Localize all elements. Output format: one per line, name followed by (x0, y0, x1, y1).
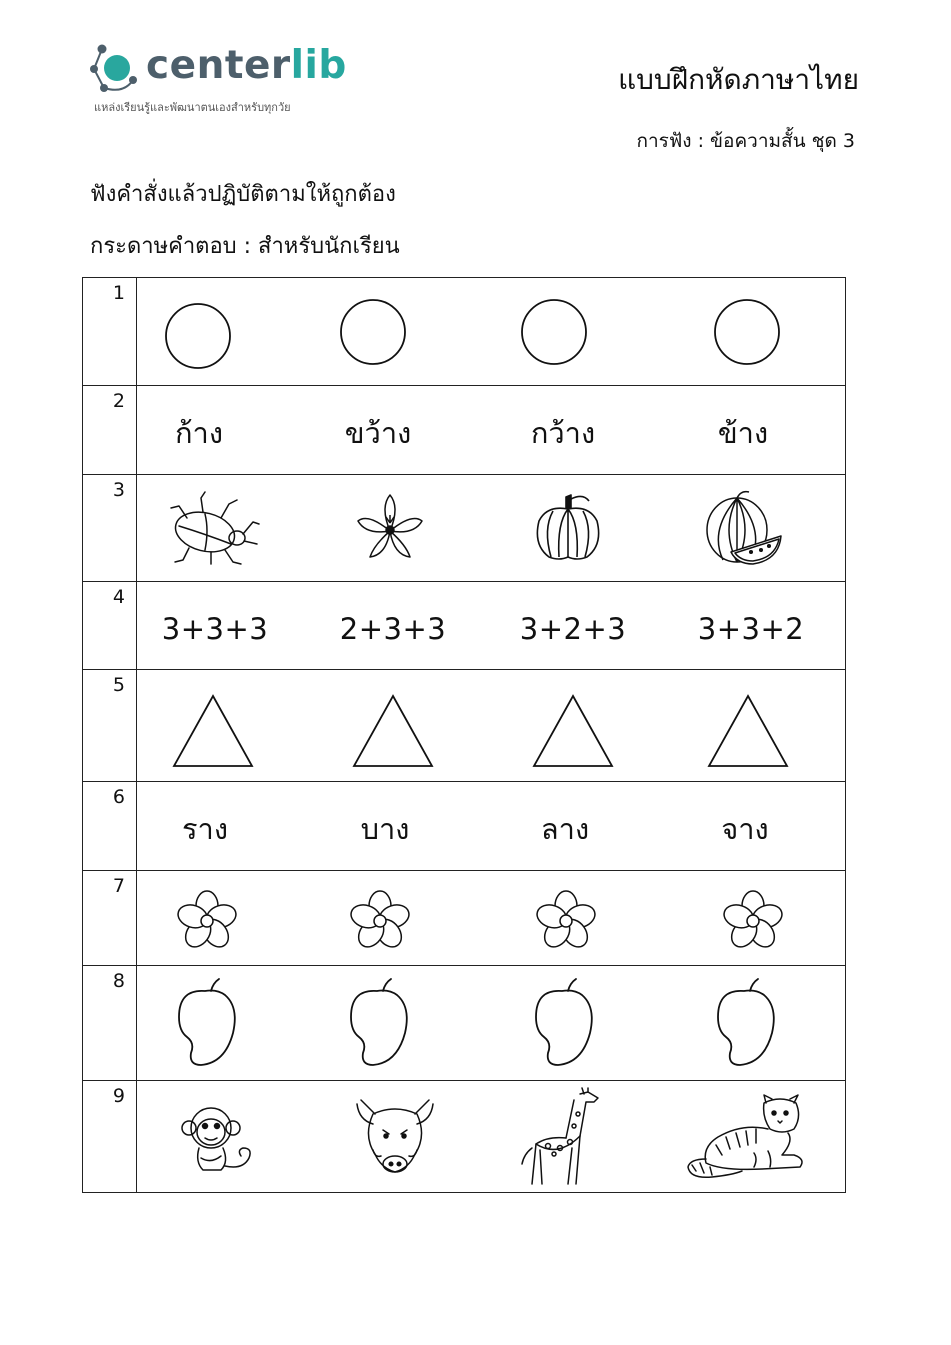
circle-shape (338, 297, 408, 367)
choice-7d[interactable] (703, 871, 803, 965)
choice-9d[interactable] (681, 1081, 811, 1194)
choice-4d[interactable]: 3+3+2 (697, 611, 805, 646)
logo-brand-center: center (146, 43, 291, 88)
row-number: 3 (112, 479, 125, 501)
answer-row-6 (83, 782, 845, 871)
answer-row-2 (83, 386, 845, 475)
triangle-shape (351, 693, 435, 769)
choice-3d[interactable] (698, 475, 788, 581)
choice-9a[interactable] (169, 1081, 269, 1194)
row-number: 7 (112, 875, 125, 897)
tiger-icon (682, 1093, 810, 1183)
choice-3b[interactable] (340, 475, 440, 581)
choice-7a[interactable] (157, 871, 257, 965)
answer-row-1 (83, 278, 845, 386)
answer-grid (82, 277, 846, 1193)
row-number: 6 (112, 786, 125, 808)
beetle-icon (165, 488, 261, 568)
choice-7b[interactable] (330, 871, 430, 965)
centerlib-logo (90, 40, 350, 120)
choice-5c[interactable] (523, 670, 623, 781)
watermelon-icon (703, 490, 783, 566)
choice-4a[interactable]: 3+3+3 (161, 611, 269, 646)
choice-1b[interactable] (333, 278, 413, 385)
choice-8b[interactable] (330, 966, 430, 1080)
row-number: 1 (112, 282, 125, 304)
instruction-text: ฟังคำสั่งแล้วปฏิบัติตามให้ถูกต้อง (90, 182, 396, 207)
monkey-icon (177, 1100, 261, 1176)
row-number: 2 (112, 390, 125, 412)
plumeria-flower-icon (174, 889, 240, 953)
choice-6d[interactable]: จาง (721, 812, 769, 846)
choice-2c[interactable]: กว้าง (530, 416, 596, 450)
logo-brand-lib: lib (290, 43, 347, 88)
mango-icon (175, 977, 241, 1069)
circle-shape (712, 297, 782, 367)
worksheet-subtitle: การฟัง : ข้อความสั้น ชุด 3 (636, 130, 855, 152)
flower-icon (350, 493, 430, 563)
plumeria-flower-icon (533, 889, 599, 953)
logo-tagline: แหล่งเรียนรู้และพัฒนาตนเองสำหรับทุกวัย (94, 101, 291, 114)
answer-row-4 (83, 582, 845, 670)
choice-5d[interactable] (698, 670, 798, 781)
triangle-shape (706, 693, 790, 769)
choice-3a[interactable] (163, 475, 263, 581)
choice-9b[interactable] (345, 1081, 445, 1194)
circle-shape (163, 301, 233, 371)
choice-7c[interactable] (516, 871, 616, 965)
choice-1d[interactable] (707, 278, 787, 385)
answer-row-8 (83, 966, 845, 1081)
choice-6b[interactable]: บาง (360, 812, 410, 846)
choice-9c[interactable] (513, 1081, 613, 1194)
row-number: 9 (112, 1085, 125, 1107)
answer-sheet-label: กระดาษคำตอบ : สำหรับนักเรียน (90, 234, 400, 259)
choice-4c[interactable]: 3+2+3 (519, 611, 627, 646)
row-number: 5 (112, 674, 125, 696)
choice-3c[interactable] (523, 475, 613, 581)
mango-icon (714, 977, 780, 1069)
choice-6c[interactable]: ลาง (540, 812, 590, 846)
plumeria-flower-icon (720, 889, 786, 953)
giraffe-icon (518, 1088, 608, 1188)
answer-row-9 (83, 1081, 845, 1194)
centerlib-molecule-icon (90, 42, 144, 92)
choice-2a[interactable]: ก้าง (174, 416, 223, 450)
choice-5a[interactable] (163, 670, 263, 781)
triangle-shape (531, 693, 615, 769)
answer-row-3 (83, 475, 845, 582)
plumeria-flower-icon (347, 889, 413, 953)
triangle-shape (171, 693, 255, 769)
answer-row-7 (83, 871, 845, 966)
choice-8d[interactable] (697, 966, 797, 1080)
choice-1a[interactable] (158, 278, 238, 385)
choice-1c[interactable] (514, 278, 594, 385)
choice-5b[interactable] (343, 670, 443, 781)
pumpkin-icon (533, 493, 603, 563)
choice-2b[interactable]: ขว้าง (344, 416, 412, 450)
circle-shape (519, 297, 589, 367)
choice-8c[interactable] (515, 966, 615, 1080)
answer-row-5 (83, 670, 845, 782)
choice-6a[interactable]: ราง (181, 812, 229, 846)
mango-icon (532, 977, 598, 1069)
choice-8a[interactable] (158, 966, 258, 1080)
choice-2d[interactable]: ข้าง (717, 416, 769, 450)
logo-wordmark (146, 42, 347, 90)
worksheet-title: แบบฝึกหัดภาษาไทย (618, 63, 859, 96)
boar-icon (353, 1096, 437, 1180)
row-number: 8 (112, 970, 125, 992)
row-number: 4 (112, 586, 125, 608)
mango-icon (347, 977, 413, 1069)
choice-4b[interactable]: 2+3+3 (339, 611, 447, 646)
